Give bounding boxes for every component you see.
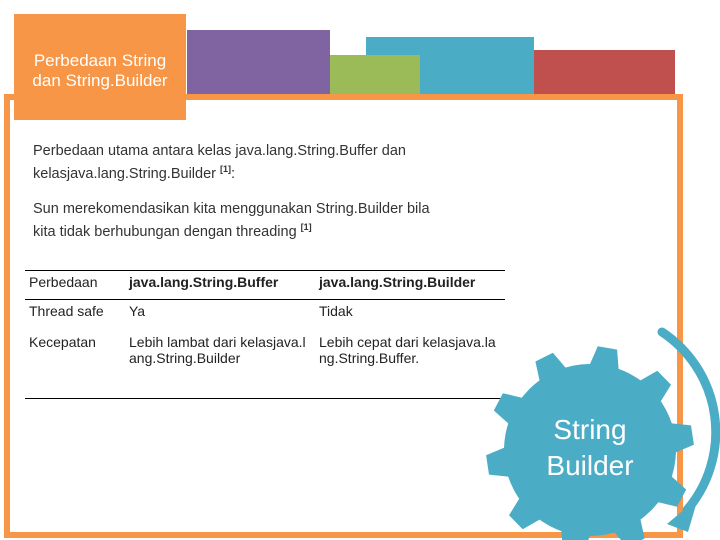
paragraph-2 bbox=[33, 200, 483, 241]
table-header-cell: java.lang.String.Builder bbox=[315, 271, 505, 300]
table-header-cell: Perbedaan bbox=[25, 271, 125, 300]
paragraph-2-line-b: kita tidak berhubungan dengan threading bbox=[33, 223, 301, 240]
table-cell: Tidak bbox=[319, 303, 353, 319]
header-block-red bbox=[534, 50, 675, 94]
header-block-green bbox=[330, 55, 420, 94]
paragraph-1-tail: : bbox=[231, 165, 236, 182]
table-row bbox=[25, 331, 505, 399]
header-block-purple bbox=[187, 30, 330, 94]
reference-mark: [1] bbox=[300, 222, 312, 232]
table-cell: Thread safe bbox=[29, 303, 104, 319]
table-cell: Lebih lambat dari kelasjava.lang.String.Builder bbox=[125, 331, 315, 399]
title-box bbox=[14, 14, 186, 120]
gear-label bbox=[520, 412, 660, 484]
paragraph-2-line-a: Sun merekomendasikan kita menggunakan String.Builder bila bbox=[33, 201, 430, 217]
table-header-cell: java.lang.String.Buffer bbox=[125, 271, 315, 300]
gear-label-line-2: Builder bbox=[546, 450, 634, 481]
table-cell: Ya bbox=[129, 303, 146, 319]
paragraph-1-line-a: Perbedaan utama antara kelas java.lang.String.Buffer dan bbox=[33, 143, 406, 159]
table-row bbox=[25, 300, 505, 332]
comparison-table bbox=[25, 270, 505, 399]
reference-mark: [1] bbox=[220, 164, 231, 174]
table-header-row bbox=[25, 271, 505, 300]
table-cell: Lebih cepat dari kelasjava.lang.String.Buffer. bbox=[315, 331, 505, 399]
slide-title: Perbedaan String dan String.Builder bbox=[32, 51, 168, 90]
paragraph-1 bbox=[33, 142, 473, 183]
paragraph-1-line-b: kelasjava.lang.String.Builder bbox=[33, 165, 220, 182]
table-cell: Kecepatan bbox=[25, 331, 125, 399]
gear-label-line-1: String bbox=[553, 414, 627, 445]
